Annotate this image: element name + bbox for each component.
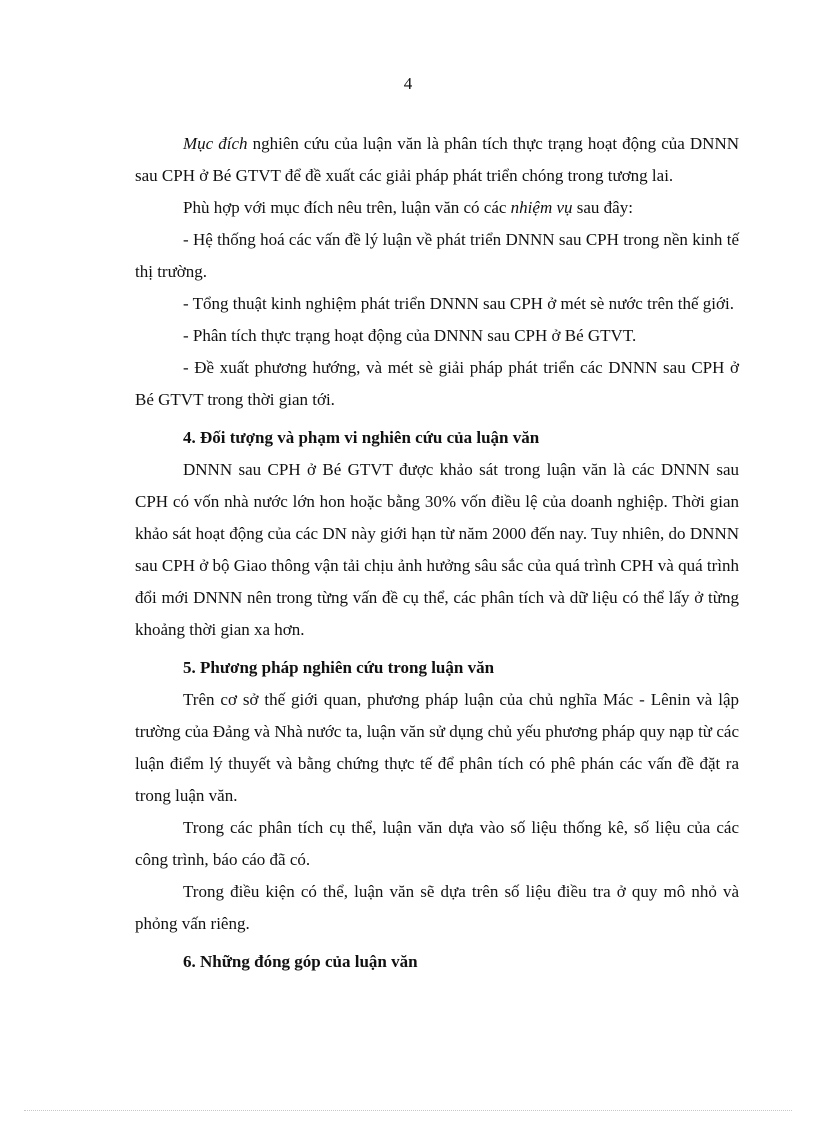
section-5-paragraph: Trên cơ sở thế giới quan, phương pháp luận của chủ nghĩa Mác - Lênin và lập trường của Đảng và Nhà nước ta, luận văn sử dụng chủ yếu phương pháp quy nạp từ các luận điểm lý thuyết và bằng chứng thực tế để phân tích có phê phán các vấn đề đặt ra trong luận văn. bbox=[135, 690, 739, 805]
page-bottom-border bbox=[24, 1110, 792, 1111]
task-item: - Đề xuất phương hướng, và mét sè giải pháp phát triển các DNNN sau CPH ở Bé GTVT trong thời gian tới. bbox=[135, 358, 739, 409]
section-4-body: DNNN sau CPH ở Bé GTVT được khảo sát trong luận văn là các DNNN sau CPH có vốn nhà nước lớn hon hoặc bằng 30% vốn điều lệ của doanh nghiệp. Thời gian khảo sát hoạt động của các DN này giới hạn từ năm 2000 đến nay. Tuy nhiên, do DNNN sau CPH ở bộ Giao thông vận tải chịu ảnh hưởng sâu sắc của quá trình CPH và quá trình đổi mới DNNN nên trong từng vấn đề cụ thể, các phân tích và dữ liệu có thể lấy ở từng khoảng thời gian xa hơn. bbox=[135, 460, 739, 639]
section-5-heading: 5. Phương pháp nghiên cứu trong luận văn bbox=[183, 658, 495, 677]
tasks-emphasis: nhiệm vụ bbox=[510, 198, 573, 217]
section-5-paragraph: Trong các phân tích cụ thể, luận văn dựa vào số liệu thống kê, số liệu của các công trình, báo cáo đã có. bbox=[135, 818, 739, 869]
section-6-heading: 6. Những đóng góp của luận văn bbox=[183, 952, 418, 971]
page-number: 4 bbox=[403, 74, 413, 93]
tasks-intro-after: sau đây: bbox=[572, 198, 633, 217]
purpose-text: nghiên cứu của luận văn là phân tích thực trạng hoạt động của DNNN sau CPH ở Bé GTVT để đề xuất các giải pháp phát triển chóng trong tương lai. bbox=[135, 134, 739, 185]
tasks-intro-before: Phù hợp với mục đích nêu trên, luận văn có các bbox=[183, 198, 511, 217]
task-item: - Hệ thống hoá các vấn đề lý luận về phát triển DNNN sau CPH trong nền kinh tế thị trường. bbox=[135, 230, 739, 281]
task-item: - Tổng thuật kinh nghiệm phát triển DNNN sau CPH ở mét sè nước trên thế giới. bbox=[183, 294, 734, 313]
document-body bbox=[135, 128, 739, 978]
purpose-emphasis: Mục đích bbox=[183, 134, 248, 153]
section-5-paragraph: Trong điều kiện có thể, luận văn sẽ dựa trên số liệu điều tra ở quy mô nhỏ và phỏng vấn riêng. bbox=[135, 882, 739, 933]
paragraph-purpose bbox=[135, 128, 739, 192]
paragraph-tasks-intro bbox=[135, 192, 739, 224]
task-item: - Phân tích thực trạng hoạt động của DNNN sau CPH ở Bé GTVT. bbox=[183, 326, 637, 345]
section-4-heading: 4. Đối tượng và phạm vi nghiên cứu của luận văn bbox=[183, 428, 540, 447]
